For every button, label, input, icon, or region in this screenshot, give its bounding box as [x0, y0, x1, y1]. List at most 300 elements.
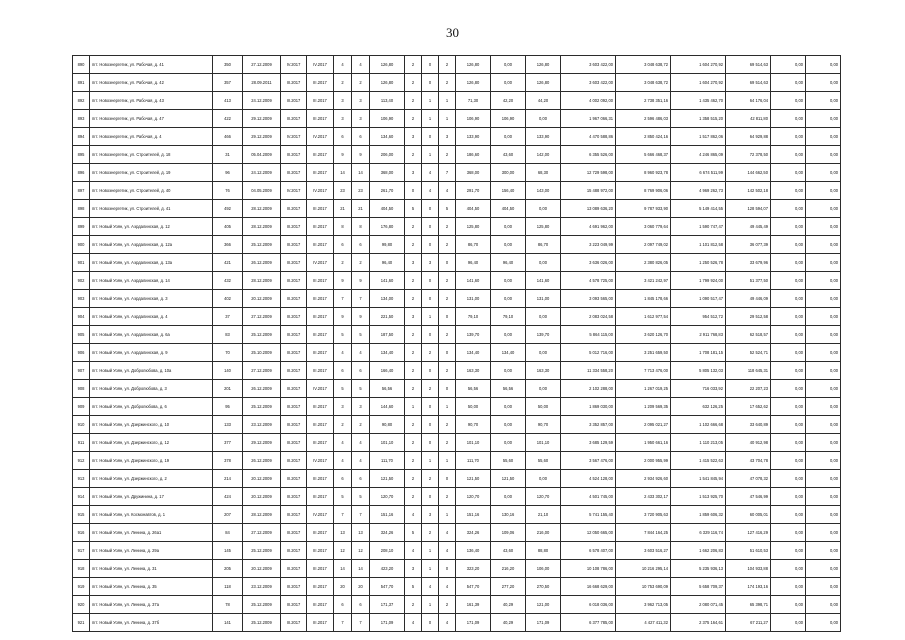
table-cell: 1: [422, 308, 439, 326]
table-cell: 6: [334, 362, 352, 380]
table-cell: 2: [422, 344, 439, 362]
table-cell: 104 933,88: [726, 560, 771, 578]
table-cell: 2: [405, 452, 422, 470]
table-cell: III.2017: [307, 344, 334, 362]
table-cell: 0,00: [491, 272, 526, 290]
table-cell: 47 078,32: [726, 470, 771, 488]
table-cell: 0,00: [771, 560, 806, 578]
table-cell: 0,00: [806, 488, 841, 506]
table-cell: 206,00: [370, 146, 405, 164]
table-cell: 136,40: [456, 542, 491, 560]
table-cell: 69 514,63: [726, 74, 771, 92]
table-cell: III.2017: [307, 218, 334, 236]
table-cell: 05.04.2009: [243, 146, 281, 164]
table-cell: 27.12.2009: [243, 308, 281, 326]
table-cell: 9: [352, 146, 370, 164]
table-cell: 3 251 659,50: [616, 344, 671, 362]
table-cell: III.2017: [281, 470, 307, 488]
table-cell: 0,00: [806, 272, 841, 290]
table-cell: 3 603 422,00: [561, 56, 616, 74]
address-cell: пгт. Новоэнергетик, ул. Строителей, д. 41: [90, 200, 213, 218]
address-cell: пгт. Новый Уоян, ул. Добролюбова, д. 6: [90, 398, 213, 416]
table-cell: 3 962 713,05: [616, 596, 671, 614]
table-cell: 6 329 116,74: [671, 524, 726, 542]
table-cell: 913: [73, 470, 90, 488]
table-cell: 50,00: [456, 398, 491, 416]
address-cell: пгт. Новоэнергетик, ул. Строителей, д. 18: [90, 146, 213, 164]
table-cell: 0,00: [806, 218, 841, 236]
table-cell: 4: [422, 182, 439, 200]
table-row: [73, 56, 841, 74]
table-cell: 891: [73, 74, 90, 92]
address-cell: пгт. Новоэнергетик, ул. Рабочая, д. 47: [90, 110, 213, 128]
table-cell: 3: [334, 110, 352, 128]
table-cell: 919: [73, 578, 90, 596]
table-cell: III.2017: [307, 542, 334, 560]
table-cell: IV.2017: [307, 452, 334, 470]
table-cell: 2 095 021,27: [616, 416, 671, 434]
table-cell: 2: [405, 272, 422, 290]
table-cell: 4: [422, 578, 439, 596]
table-cell: 3: [405, 308, 422, 326]
table-cell: 2: [405, 488, 422, 506]
table-cell: III.2017: [281, 560, 307, 578]
table-cell: 141,60: [370, 272, 405, 290]
table-cell: 2 934 926,60: [616, 470, 671, 488]
table-cell: 106,00: [526, 560, 561, 578]
table-cell: 5: [352, 326, 370, 344]
table-cell: 113,40: [370, 92, 405, 110]
table-cell: 5 666 468,37: [616, 146, 671, 164]
table-cell: 10 753 690,09: [616, 578, 671, 596]
table-cell: 466: [213, 128, 243, 146]
table-cell: 908: [73, 380, 90, 398]
table-cell: 20.12.2009: [243, 290, 281, 308]
table-cell: 25.12.2009: [243, 398, 281, 416]
table-cell: 0,00: [806, 380, 841, 398]
table-cell: 10 216 295,14: [616, 560, 671, 578]
table-cell: 0,00: [806, 596, 841, 614]
table-cell: 1 415 522,63: [671, 452, 726, 470]
table-cell: 357: [213, 74, 243, 92]
table-cell: 141,60: [526, 272, 561, 290]
table-cell: 0: [422, 74, 439, 92]
table-cell: 0,00: [771, 398, 806, 416]
table-cell: 632 126,25: [671, 398, 726, 416]
table-row: [73, 560, 841, 578]
table-cell: 0,00: [526, 470, 561, 488]
table-cell: 20.12.2009: [243, 560, 281, 578]
table-cell: 15 488 972,00: [561, 182, 616, 200]
table-cell: 106,90: [370, 110, 405, 128]
table-cell: 2: [334, 254, 352, 272]
table-cell: 4: [405, 542, 422, 560]
table-cell: III.2017: [281, 146, 307, 164]
table-cell: 0,00: [806, 290, 841, 308]
table-cell: 0,00: [526, 380, 561, 398]
table-cell: 1 604 270,92: [671, 74, 726, 92]
table-cell: 36 077,39: [726, 236, 771, 254]
table-cell: 2 911 768,83: [671, 326, 726, 344]
table-cell: 140: [213, 362, 243, 380]
table-cell: 174 193,16: [726, 578, 771, 596]
table-cell: 43,60: [491, 542, 526, 560]
table-cell: 1 267 019,25: [616, 380, 671, 398]
table-cell: 171,09: [526, 614, 561, 632]
table-cell: 166,40: [370, 362, 405, 380]
table-cell: 8 960 923,78: [616, 164, 671, 182]
table-cell: 52 524,71: [726, 344, 771, 362]
table-cell: 270,50: [526, 578, 561, 596]
table-cell: 0: [422, 416, 439, 434]
table-cell: 2: [405, 92, 422, 110]
table-cell: 907: [73, 362, 90, 380]
table-cell: III.2017: [281, 578, 307, 596]
table-cell: 9: [352, 308, 370, 326]
table-cell: 895: [73, 146, 90, 164]
table-cell: 70: [213, 344, 243, 362]
table-cell: 2 596 486,03: [616, 110, 671, 128]
table-cell: 366: [213, 236, 243, 254]
table-row: [73, 506, 841, 524]
table-cell: 0,00: [771, 254, 806, 272]
table-cell: 4 691 962,00: [561, 218, 616, 236]
table-cell: 4: [352, 56, 370, 74]
table-cell: III.2017: [281, 272, 307, 290]
table-cell: 22 207,23: [726, 380, 771, 398]
table-cell: 898: [73, 200, 90, 218]
table-cell: 0,00: [526, 200, 561, 218]
table-row: [73, 380, 841, 398]
table-cell: III.2017: [281, 200, 307, 218]
table-cell: 1 612 977,54: [616, 308, 671, 326]
table-cell: 134,40: [456, 344, 491, 362]
table-cell: 1 845 178,66: [616, 290, 671, 308]
table-cell: 5 012 716,00: [561, 344, 616, 362]
table-cell: 2: [352, 74, 370, 92]
table-cell: 2 080 071,45: [671, 596, 726, 614]
table-cell: 0: [422, 362, 439, 380]
table-cell: 368,00: [456, 164, 491, 182]
table-cell: 1: [405, 398, 422, 416]
table-cell: 5 805 132,03: [671, 362, 726, 380]
address-cell: пгт. Новый Уоян, ул. Добролюбова, д. 10а: [90, 362, 213, 380]
table-cell: 0,00: [771, 344, 806, 362]
table-cell: 133,90: [456, 128, 491, 146]
table-cell: 1 435 462,70: [671, 92, 726, 110]
table-cell: III.2017: [307, 488, 334, 506]
table-cell: 7 713 476,00: [616, 362, 671, 380]
table-cell: 8: [352, 218, 370, 236]
table-cell: 4: [334, 344, 352, 362]
table-cell: 0: [439, 380, 456, 398]
table-cell: 2 102 288,00: [561, 380, 616, 398]
table-cell: 64 929,88: [726, 128, 771, 146]
table-cell: 2: [405, 380, 422, 398]
table-cell: III.2017: [307, 398, 334, 416]
table-cell: 176,80: [370, 218, 405, 236]
table-cell: 20: [352, 578, 370, 596]
table-cell: III.2017: [281, 308, 307, 326]
table-row: [73, 326, 841, 344]
table-cell: 0,00: [806, 344, 841, 362]
table-cell: 121,50: [456, 470, 491, 488]
table-cell: 0,00: [771, 272, 806, 290]
table-row: [73, 614, 841, 632]
table-cell: 904: [73, 308, 90, 326]
table-cell: 5 864 115,00: [561, 326, 616, 344]
table-cell: 62 518,57: [726, 326, 771, 344]
table-cell: IV.2017: [281, 128, 307, 146]
table-cell: 0,00: [771, 542, 806, 560]
table-cell: 126,80: [526, 74, 561, 92]
table-cell: IV.2017: [307, 254, 334, 272]
address-cell: пгт. Новоэнергетик, ул. Рабочая, д. 43: [90, 92, 213, 110]
table-cell: 0,00: [771, 488, 806, 506]
table-cell: 13 089 636,20: [561, 200, 616, 218]
table-cell: III.2017: [307, 92, 334, 110]
table-row: [73, 128, 841, 146]
table-cell: 0,00: [806, 236, 841, 254]
table-cell: 7: [334, 290, 352, 308]
table-row: [73, 272, 841, 290]
table-cell: IV.2017: [307, 182, 334, 200]
table-cell: 187,50: [370, 326, 405, 344]
table-cell: 79,10: [456, 308, 491, 326]
table-cell: 2 380 826,05: [616, 254, 671, 272]
table-cell: 88,80: [526, 542, 561, 560]
table-cell: 0,00: [771, 506, 806, 524]
table-cell: 90,70: [456, 416, 491, 434]
table-cell: 0,00: [806, 560, 841, 578]
table-cell: 27.12.2009: [243, 362, 281, 380]
table-cell: 1 662 206,83: [671, 542, 726, 560]
table-cell: 3: [334, 398, 352, 416]
table-cell: 402: [213, 290, 243, 308]
table-cell: 1 869 030,00: [561, 398, 616, 416]
table-cell: 131,00: [456, 290, 491, 308]
table-cell: 4 501 745,00: [561, 488, 616, 506]
table-cell: 4 002 092,00: [561, 92, 616, 110]
table-cell: 0,00: [771, 308, 806, 326]
table-cell: 25.12.2009: [243, 596, 281, 614]
table-cell: 4: [352, 434, 370, 452]
table-cell: 5: [334, 326, 352, 344]
table-cell: 404,50: [370, 200, 405, 218]
table-cell: III.2017: [307, 470, 334, 488]
table-cell: 368,00: [370, 164, 405, 182]
table-cell: 3 567 476,00: [561, 452, 616, 470]
table-cell: 1 110 213,05: [671, 434, 726, 452]
table-cell: 5: [405, 200, 422, 218]
table-cell: 911: [73, 434, 90, 452]
table-cell: 126,80: [456, 56, 491, 74]
table-cell: 0,00: [806, 110, 841, 128]
table-cell: 118: [213, 578, 243, 596]
table-cell: 26.12.2009: [243, 380, 281, 398]
table-cell: 27.12.2009: [243, 524, 281, 542]
table-cell: 3: [439, 128, 456, 146]
table-cell: III.2017: [281, 362, 307, 380]
table-cell: 261,70: [370, 182, 405, 200]
table-cell: 25.12.2009: [243, 542, 281, 560]
table-cell: 423,20: [370, 560, 405, 578]
table-cell: 300,00: [491, 164, 526, 182]
table-cell: 421: [213, 254, 243, 272]
table-cell: 3 352 857,00: [561, 416, 616, 434]
table-cell: 9: [334, 308, 352, 326]
address-cell: пгт. Новый Уоян, ул. Аэрдалинская, д. 6а: [90, 326, 213, 344]
table-cell: 3 636 026,00: [561, 254, 616, 272]
table-cell: 4: [439, 524, 456, 542]
table-cell: 205: [213, 560, 243, 578]
table-cell: 2 375 164,61: [671, 614, 726, 632]
table-cell: 5: [334, 380, 352, 398]
table-cell: 1: [439, 506, 456, 524]
table-cell: 5: [405, 578, 422, 596]
table-cell: III.2017: [307, 434, 334, 452]
table-cell: IV.2017: [307, 128, 334, 146]
table-cell: 905: [73, 326, 90, 344]
table-cell: 901: [73, 254, 90, 272]
table-cell: 9 787 933,90: [616, 200, 671, 218]
table-cell: 171,09: [456, 614, 491, 632]
table-cell: 4: [334, 452, 352, 470]
table-row: [73, 308, 841, 326]
table-cell: 9: [334, 272, 352, 290]
table-cell: 20.12.2009: [243, 470, 281, 488]
table-cell: 23: [352, 182, 370, 200]
table-cell: 6: [334, 596, 352, 614]
table-cell: 207: [213, 506, 243, 524]
table-cell: III.2017: [307, 290, 334, 308]
table-cell: 3 048 638,72: [616, 74, 671, 92]
table-cell: III.2017: [307, 416, 334, 434]
table-cell: 918: [73, 560, 90, 578]
table-cell: 134,00: [370, 290, 405, 308]
table-cell: 5: [334, 488, 352, 506]
table-cell: III.2017: [307, 110, 334, 128]
table-cell: 90,80: [370, 416, 405, 434]
table-cell: 0,00: [491, 362, 526, 380]
table-cell: III.2017: [281, 164, 307, 182]
table-cell: 424: [213, 488, 243, 506]
address-cell: пгт. Новый Уоян, ул. Дзержинского, д. 12: [90, 434, 213, 452]
table-cell: 101,10: [526, 434, 561, 452]
table-cell: 151,16: [370, 506, 405, 524]
table-cell: 1: [422, 452, 439, 470]
table-cell: 2: [352, 254, 370, 272]
table-cell: 1 950 661,16: [616, 434, 671, 452]
table-cell: 4: [422, 164, 439, 182]
table-cell: 0,00: [771, 416, 806, 434]
table-cell: 04.05.2009: [243, 182, 281, 200]
table-cell: 145: [213, 542, 243, 560]
table-cell: 5: [352, 380, 370, 398]
table-cell: 78: [213, 596, 243, 614]
table-cell: 71,30: [456, 92, 491, 110]
table-cell: 0,00: [806, 200, 841, 218]
table-cell: 55,60: [526, 452, 561, 470]
table-cell: 2: [422, 524, 439, 542]
table-cell: 0,00: [491, 128, 526, 146]
table-cell: 131,00: [526, 290, 561, 308]
table-cell: 893: [73, 110, 90, 128]
table-cell: III.2017: [281, 218, 307, 236]
table-cell: 56,56: [370, 380, 405, 398]
table-cell: 324,26: [456, 524, 491, 542]
table-cell: 2: [405, 146, 422, 164]
table-cell: 6: [352, 362, 370, 380]
table-cell: 902: [73, 272, 90, 290]
table-row: [73, 488, 841, 506]
table-cell: 6: [352, 236, 370, 254]
table-cell: 86,70: [456, 236, 491, 254]
table-cell: 60 005,01: [726, 506, 771, 524]
table-cell: 910: [73, 416, 90, 434]
table-cell: 101,10: [456, 434, 491, 452]
table-cell: 6 674 511,99: [671, 164, 726, 182]
table-cell: III.2017: [281, 524, 307, 542]
table-cell: 69 514,63: [726, 56, 771, 74]
table-cell: 0,00: [771, 110, 806, 128]
table-cell: 1 541 845,94: [671, 470, 726, 488]
table-row: [73, 92, 841, 110]
table-cell: 1: [439, 398, 456, 416]
table-cell: 134,40: [370, 344, 405, 362]
table-cell: 4 427 411,32: [616, 614, 671, 632]
table-cell: 0,00: [771, 326, 806, 344]
table-cell: 84: [213, 524, 243, 542]
table-cell: III.2017: [307, 164, 334, 182]
table-cell: 24.12.2009: [243, 92, 281, 110]
table-cell: 96,40: [370, 254, 405, 272]
table-cell: 3: [352, 92, 370, 110]
table-cell: 5: [405, 524, 422, 542]
table-cell: 899: [73, 218, 90, 236]
table-cell: 921: [73, 614, 90, 632]
table-cell: 6 018 036,00: [561, 596, 616, 614]
table-cell: 186,60: [456, 146, 491, 164]
table-cell: 144 662,50: [726, 164, 771, 182]
table-cell: 21: [352, 200, 370, 218]
table-cell: III.2017: [281, 254, 307, 272]
table-cell: 133: [213, 416, 243, 434]
table-cell: 897: [73, 182, 90, 200]
table-cell: 43 704,78: [726, 452, 771, 470]
table-cell: 954 512,72: [671, 308, 726, 326]
table-cell: 64 176,04: [726, 92, 771, 110]
table-cell: 12: [334, 542, 352, 560]
table-cell: 0: [422, 236, 439, 254]
table-cell: III.2017: [281, 452, 307, 470]
table-cell: 0,00: [771, 470, 806, 488]
table-cell: III.2017: [281, 380, 307, 398]
table-cell: 378: [213, 452, 243, 470]
address-cell: пгт. Новый Уоян, ул. Аэрдалинская, д. 13а: [90, 254, 213, 272]
table-cell: 0: [422, 200, 439, 218]
table-cell: III.2017: [307, 524, 334, 542]
table-cell: 0,00: [771, 218, 806, 236]
table-cell: III.2017: [281, 488, 307, 506]
table-cell: 142,00: [526, 146, 561, 164]
table-cell: 0,00: [806, 416, 841, 434]
table-cell: 33 679,96: [726, 254, 771, 272]
table-cell: 23: [334, 182, 352, 200]
table-cell: 0,00: [806, 398, 841, 416]
table-cell: 7 844 164,25: [616, 524, 671, 542]
table-cell: 716 033,92: [671, 380, 726, 398]
